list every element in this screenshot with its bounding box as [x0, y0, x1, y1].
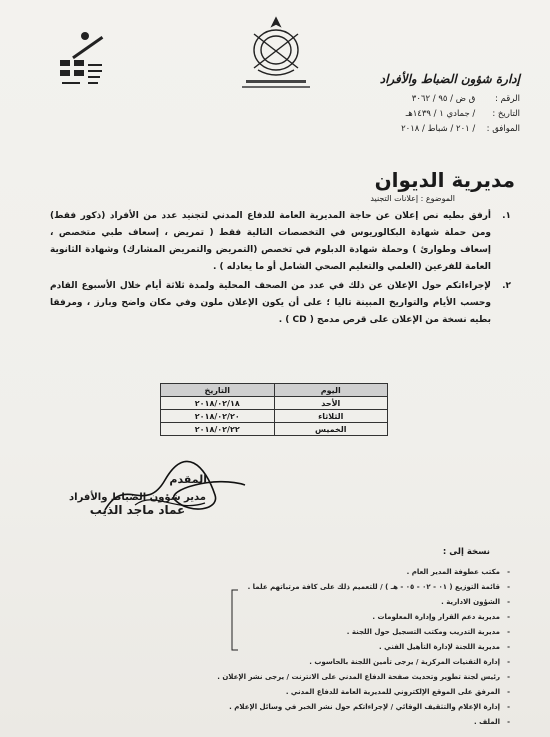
list-item: - إدارة التقنيات المركزية / يرجى تأمين اللجنة بالحاسوب . [190, 655, 510, 670]
column-header-date: التاريخ [161, 384, 275, 397]
day-cell: الثلاثاء [274, 410, 388, 423]
list-item: - الملف . [190, 715, 510, 730]
table-header-row [161, 384, 388, 397]
day-cell: الأحد [274, 397, 388, 410]
list-item: - مديرية التدريب ومكتب التسجيل حول اللجنة . [190, 625, 510, 640]
date-cell: ٢٠١٨/٠٢/٢٠ [161, 410, 275, 423]
list-item: - مكتب عطوفة المدير العام . [190, 565, 510, 580]
list-item: - إدارة الإعلام والتثقيف الوقائي / لإجراءاتكم حول نشر الخبر في وسائل الإعلام . [190, 700, 510, 715]
reference-number: الرقم : ق ض / ٩٥ / ٣٠٦٢ [411, 94, 520, 104]
gregorian-date: الموافق : / ٢٠١ / شباط / ٢٠١٨ [401, 124, 520, 134]
signature-block [50, 473, 225, 517]
subject-line: الموضوع : إعلانات التجنيد [370, 194, 455, 203]
list-item: - قائمة التوزيع ( ٠١ - ٠٢ - ٠٥ - هـ ) / للتعميم ذلك على كافة مرتباتهم علما . [190, 580, 510, 595]
paragraph-2: ٢. لإجراءاتكم حول الإعلان عن ذلك في عدد من الصحف المحلية ولمدة ثلاثة أيام خلال الأسبوع القادم وحسب الأيام والتواريخ المبينة تاليا ؛ على أن يكون الإعلان ملون وفي مكان واضح وبارز ، ومرفقا بطيه نسخة من الإعلان على قرص مدمج ( CD ) . [50, 281, 511, 325]
cc-heading: نسخة إلى : [442, 547, 490, 557]
list-item: - مديرية دعم القرار وإدارة المعلومات . [190, 610, 510, 625]
date-cell: ٢٠١٨/٠٢/١٨ [161, 397, 275, 410]
list-item: - مديرية اللجنة لإدارة التأهيل الفني . [190, 640, 510, 655]
list-item: - المرفق على الموقع الإلكتروني للمديرية العامة للدفاع المدني . [190, 685, 510, 700]
day-cell: الخميس [274, 423, 388, 436]
ministry-logo-icon [40, 18, 110, 98]
department-title: إدارة شؤون الضباط والأفراد [379, 72, 520, 86]
letter-body [50, 208, 511, 329]
signatory-title: مدير شؤون الضباط والأفراد [69, 492, 206, 503]
army-crest-icon [228, 14, 324, 94]
column-header-day: اليوم [274, 384, 388, 397]
date-cell: ٢٠١٨/٠٢/٢٢ [161, 423, 275, 436]
paragraph-1: ١. أرفق بطيه نص إعلان عن حاجة المديرية العامة للدفاع المدني لتجنيد عدد من الأفراد (ذكور فقط) ومن حملة شهادة البكالوريوس في التخصصات التالية فقط ( تمريض ، إسعاف طبي متخصص ، إسعاف وطوارئ ) وحملة شهادة الدبلوم في تخصص (التمريض والتمريض المشارك) وشهادة الثانوية العامة للفرعين (العلمي والتعليم الصحي الشامل أو ما يعادله ) . [50, 211, 511, 272]
table-row [161, 410, 388, 423]
table-row [161, 397, 388, 410]
hijri-date: التاريخ : / جمادي ١ / ١٤٣٩هـ [405, 109, 520, 119]
signatory-rank: المقدم [169, 473, 207, 486]
letterhead [320, 72, 520, 137]
table-row [161, 423, 388, 436]
recipient-title: مديرية الديوان الموضوع : إعلانات التجنيد [370, 168, 515, 203]
list-item: - الشؤون الادارية . [190, 595, 510, 610]
list-item: - رئيس لجنة تطوير وتحديث صفحة الدفاع المدني على الانترنت / يرجى نشر الإعلان . [190, 670, 510, 685]
schedule-table [160, 383, 388, 436]
cc-list [190, 565, 510, 730]
signatory-name: عماد ماجد الذيب [89, 503, 186, 517]
